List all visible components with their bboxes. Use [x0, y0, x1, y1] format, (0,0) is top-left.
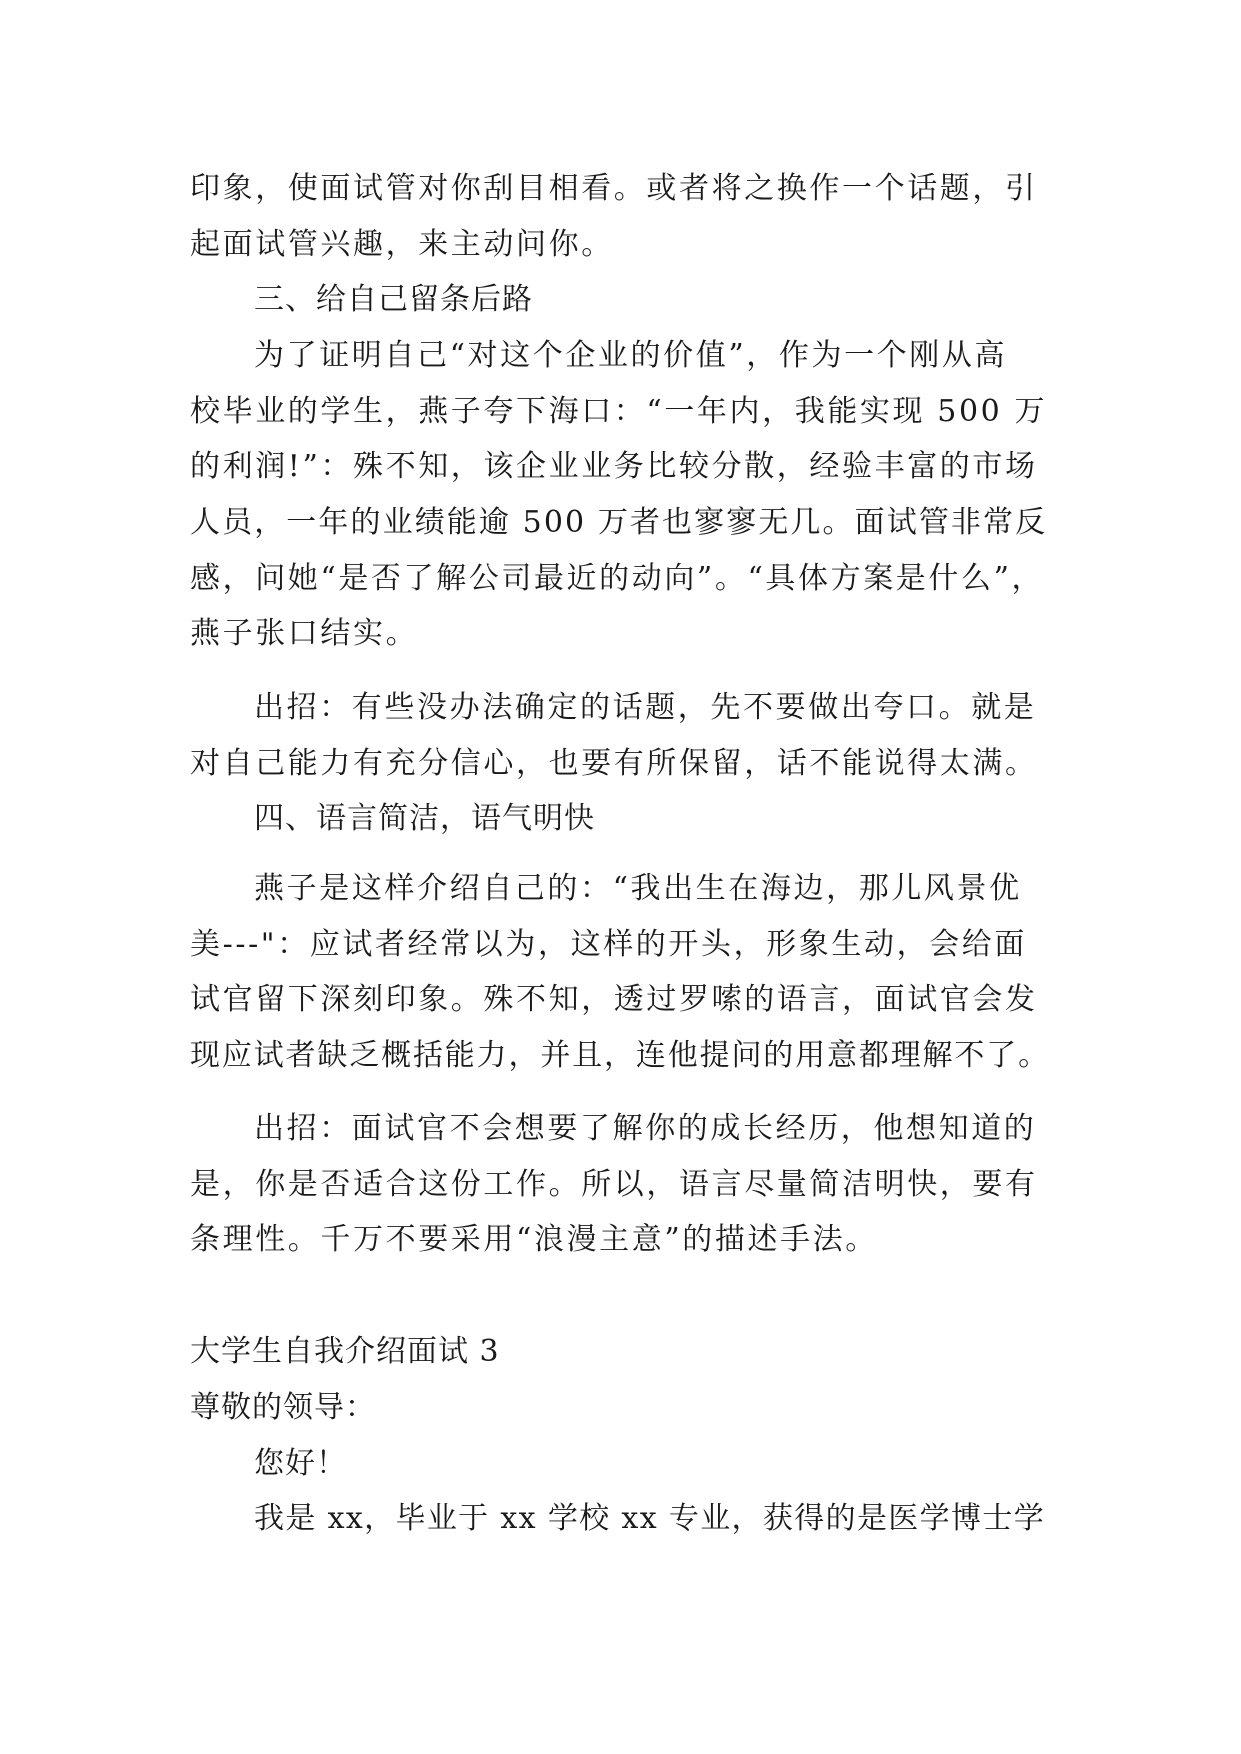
paragraph-line: 美---"：应试者经常以为，这样的开头，形象生动，会给面: [190, 927, 1028, 962]
paragraph-line: 是，你是否适合这份工作。所以，语言尽量简洁明快，要有: [190, 1167, 1038, 1202]
paragraph-line: 的利润!”：殊不知，该企业业务比较分散，经验丰富的市场: [190, 449, 1038, 484]
section-heading: 四、语言简洁，语气明快: [254, 801, 595, 836]
paragraph-line: 印象，使面试管对你刮目相看。或者将之换作一个话题，引: [190, 171, 1038, 206]
paragraph-line: 试官留下深刻印象。殊不知，透过罗嗦的语言，面试官会发: [190, 982, 1038, 1017]
section-title: 大学生自我介绍面试 3: [190, 1334, 500, 1369]
paragraph-line: 为了证明自己“对这个企业的价值”，作为一个刚从高: [254, 338, 1008, 373]
paragraph-line: 出招：有些没办法确定的话题，先不要做出夸口。就是: [254, 690, 1037, 725]
greeting: 您好！: [254, 1446, 347, 1481]
paragraph-line: 感，问她“是否了解公司最近的动向”。“具体方案是什么”，: [190, 561, 1045, 596]
paragraph-line: 我是 xx，毕业于 xx 学校 xx 专业，获得的是医学博士学: [254, 1501, 1046, 1536]
paragraph-line: 人员，一年的业绩能逾 500 万者也寥寥无几。面试管非常反: [190, 505, 1048, 540]
paragraph-line: 出招：面试官不会想要了解你的成长经历，他想知道的: [254, 1111, 1037, 1146]
section-heading: 三、给自己留条后路: [254, 282, 533, 317]
paragraph-line: 起面试管兴趣，来主动问你。: [190, 227, 614, 262]
salutation: 尊敬的领导：: [190, 1390, 376, 1425]
paragraph-line: 燕子是这样介绍自己的：“我出生在海边，那儿风景优: [254, 871, 1022, 906]
paragraph-line: 现应试者缺乏概括能力，并且，连他提问的用意都理解不了。: [190, 1038, 1050, 1073]
paragraph-line: 燕子张口结实。: [190, 616, 419, 651]
paragraph-line: 校毕业的学生，燕子夸下海口：“一年内，我能实现 500 万: [190, 394, 1048, 429]
paragraph-line: 条理性。千万不要采用“浪漫主意”的描述手法。: [190, 1222, 878, 1257]
paragraph-line: 对自己能力有充分信心，也要有所保留，话不能说得太满。: [190, 746, 1038, 781]
